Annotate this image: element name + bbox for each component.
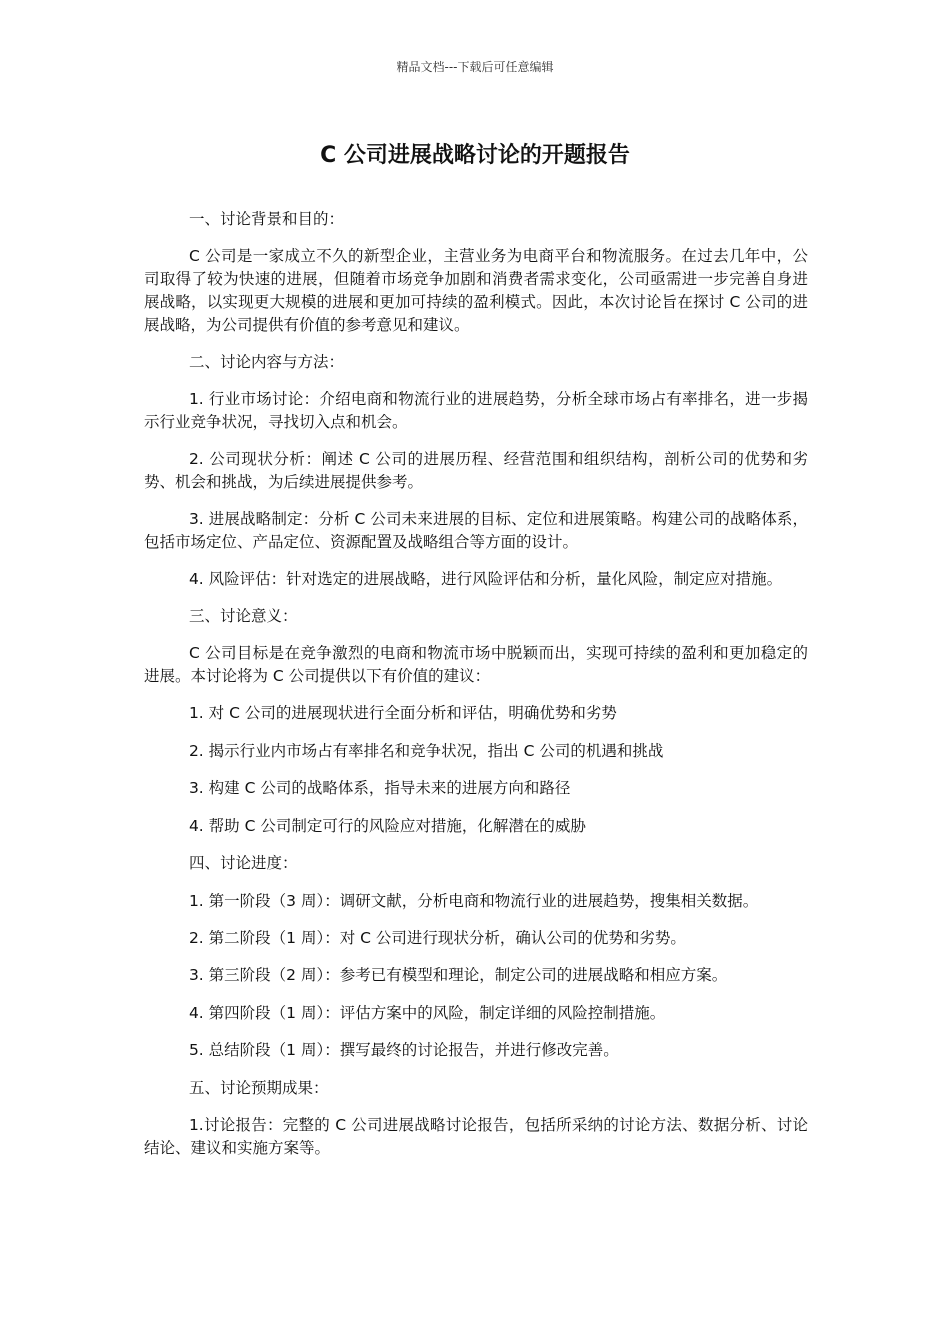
section-heading-schedule: 四、讨论进度： bbox=[188, 854, 298, 872]
outcome-item-1: 1.讨论报告：完整的 C 公司进展战略讨论报告，包括所采纳的讨论方法、数据分析、讨论结论、建议和实施方案等。 bbox=[144, 1116, 808, 1157]
section-heading-significance: 三、讨论意义： bbox=[188, 607, 298, 625]
schedule-item-1: 1. 第一阶段（3 周）：调研文献，分析电商和物流行业的进展趋势，搜集相关数据。 bbox=[188, 891, 759, 910]
list-item-significance-3: 3. 构建 C 公司的战略体系，指导未来的进展方向和路径 bbox=[188, 779, 571, 797]
section-heading-outcomes: 五、讨论预期成果： bbox=[188, 1078, 329, 1097]
list-item-significance-1: 1. 对 C 公司的进展现状进行全面分析和评估，明确优势和劣势 bbox=[188, 704, 617, 722]
schedule-item-2: 2. 第二阶段（1 周）：对 C 公司进行现状分析，确认公司的优势和劣势。 bbox=[188, 928, 686, 947]
list-item-significance-4: 4. 帮助 C 公司制定可行的风险应对措施，化解潜在的威胁 bbox=[188, 816, 586, 835]
paragraph-content-2: 2. 公司现状分析：阐述 C 公司的进展历程、经营范围和组织结构，剖析公司的优势和劣势、机会和挑战，为后续进展提供参考。 bbox=[144, 450, 808, 491]
document-body bbox=[144, 208, 808, 1174]
schedule-item-5: 5. 总结阶段（1 周）：撰写最终的讨论报告，并进行修改完善。 bbox=[188, 1041, 619, 1059]
paragraph-content-3: 3. 进展战略制定：分析 C 公司未来进展的目标、定位和进展策略。构建公司的战略体系，包括市场定位、产品定位、资源配置及战略组合等方面的设计。 bbox=[144, 510, 808, 551]
schedule-item-4: 4. 第四阶段（1 周）：评估方案中的风险，制定详细的风险控制措施。 bbox=[188, 1003, 666, 1022]
paragraph-content-1: 1. 行业市场讨论：介绍电商和物流行业的进展趋势，分析全球市场占有率排名，进一步揭示行业竞争状况，寻找切入点和机会。 bbox=[144, 390, 808, 431]
list-item-significance-2: 2. 揭示行业内市场占有率排名和竞争状况，指出 C 公司的机遇和挑战 bbox=[188, 741, 664, 760]
paragraph-background: C 公司是一家成立不久的新型企业，主营业务为电商平台和物流服务。在过去几年中，公司取得了较为快速的进展，但随着市场竞争加剧和消费者需求变化，公司亟需进一步完善自身进展战略，以实现更大规模的进展和更加可持续的盈利模式。因此，本次讨论旨在探讨 C 公司的进展战略，为公司提供有价值的参考意见和建议。 bbox=[144, 247, 808, 334]
document-title: C 公司进展战略讨论的开题报告 bbox=[320, 143, 630, 168]
paragraph-significance: C 公司目标是在竞争激烈的电商和物流市场中脱颖而出，实现可持续的盈利和更加稳定的进展。本讨论将为 C 公司提供以下有价值的建议： bbox=[144, 644, 808, 685]
paragraph-content-4: 4. 风险评估：针对选定的进展战略，进行风险评估和分析，量化风险，制定应对措施。 bbox=[188, 570, 783, 588]
header-note: 精品文档---下载后可任意编辑 bbox=[396, 60, 554, 74]
section-heading-background: 一、讨论背景和目的： bbox=[188, 210, 344, 228]
section-heading-content: 二、讨论内容与方法： bbox=[188, 353, 344, 371]
schedule-item-3: 3. 第三阶段（2 周）：参考已有模型和理论，制定公司的进展战略和相应方案。 bbox=[188, 966, 728, 984]
